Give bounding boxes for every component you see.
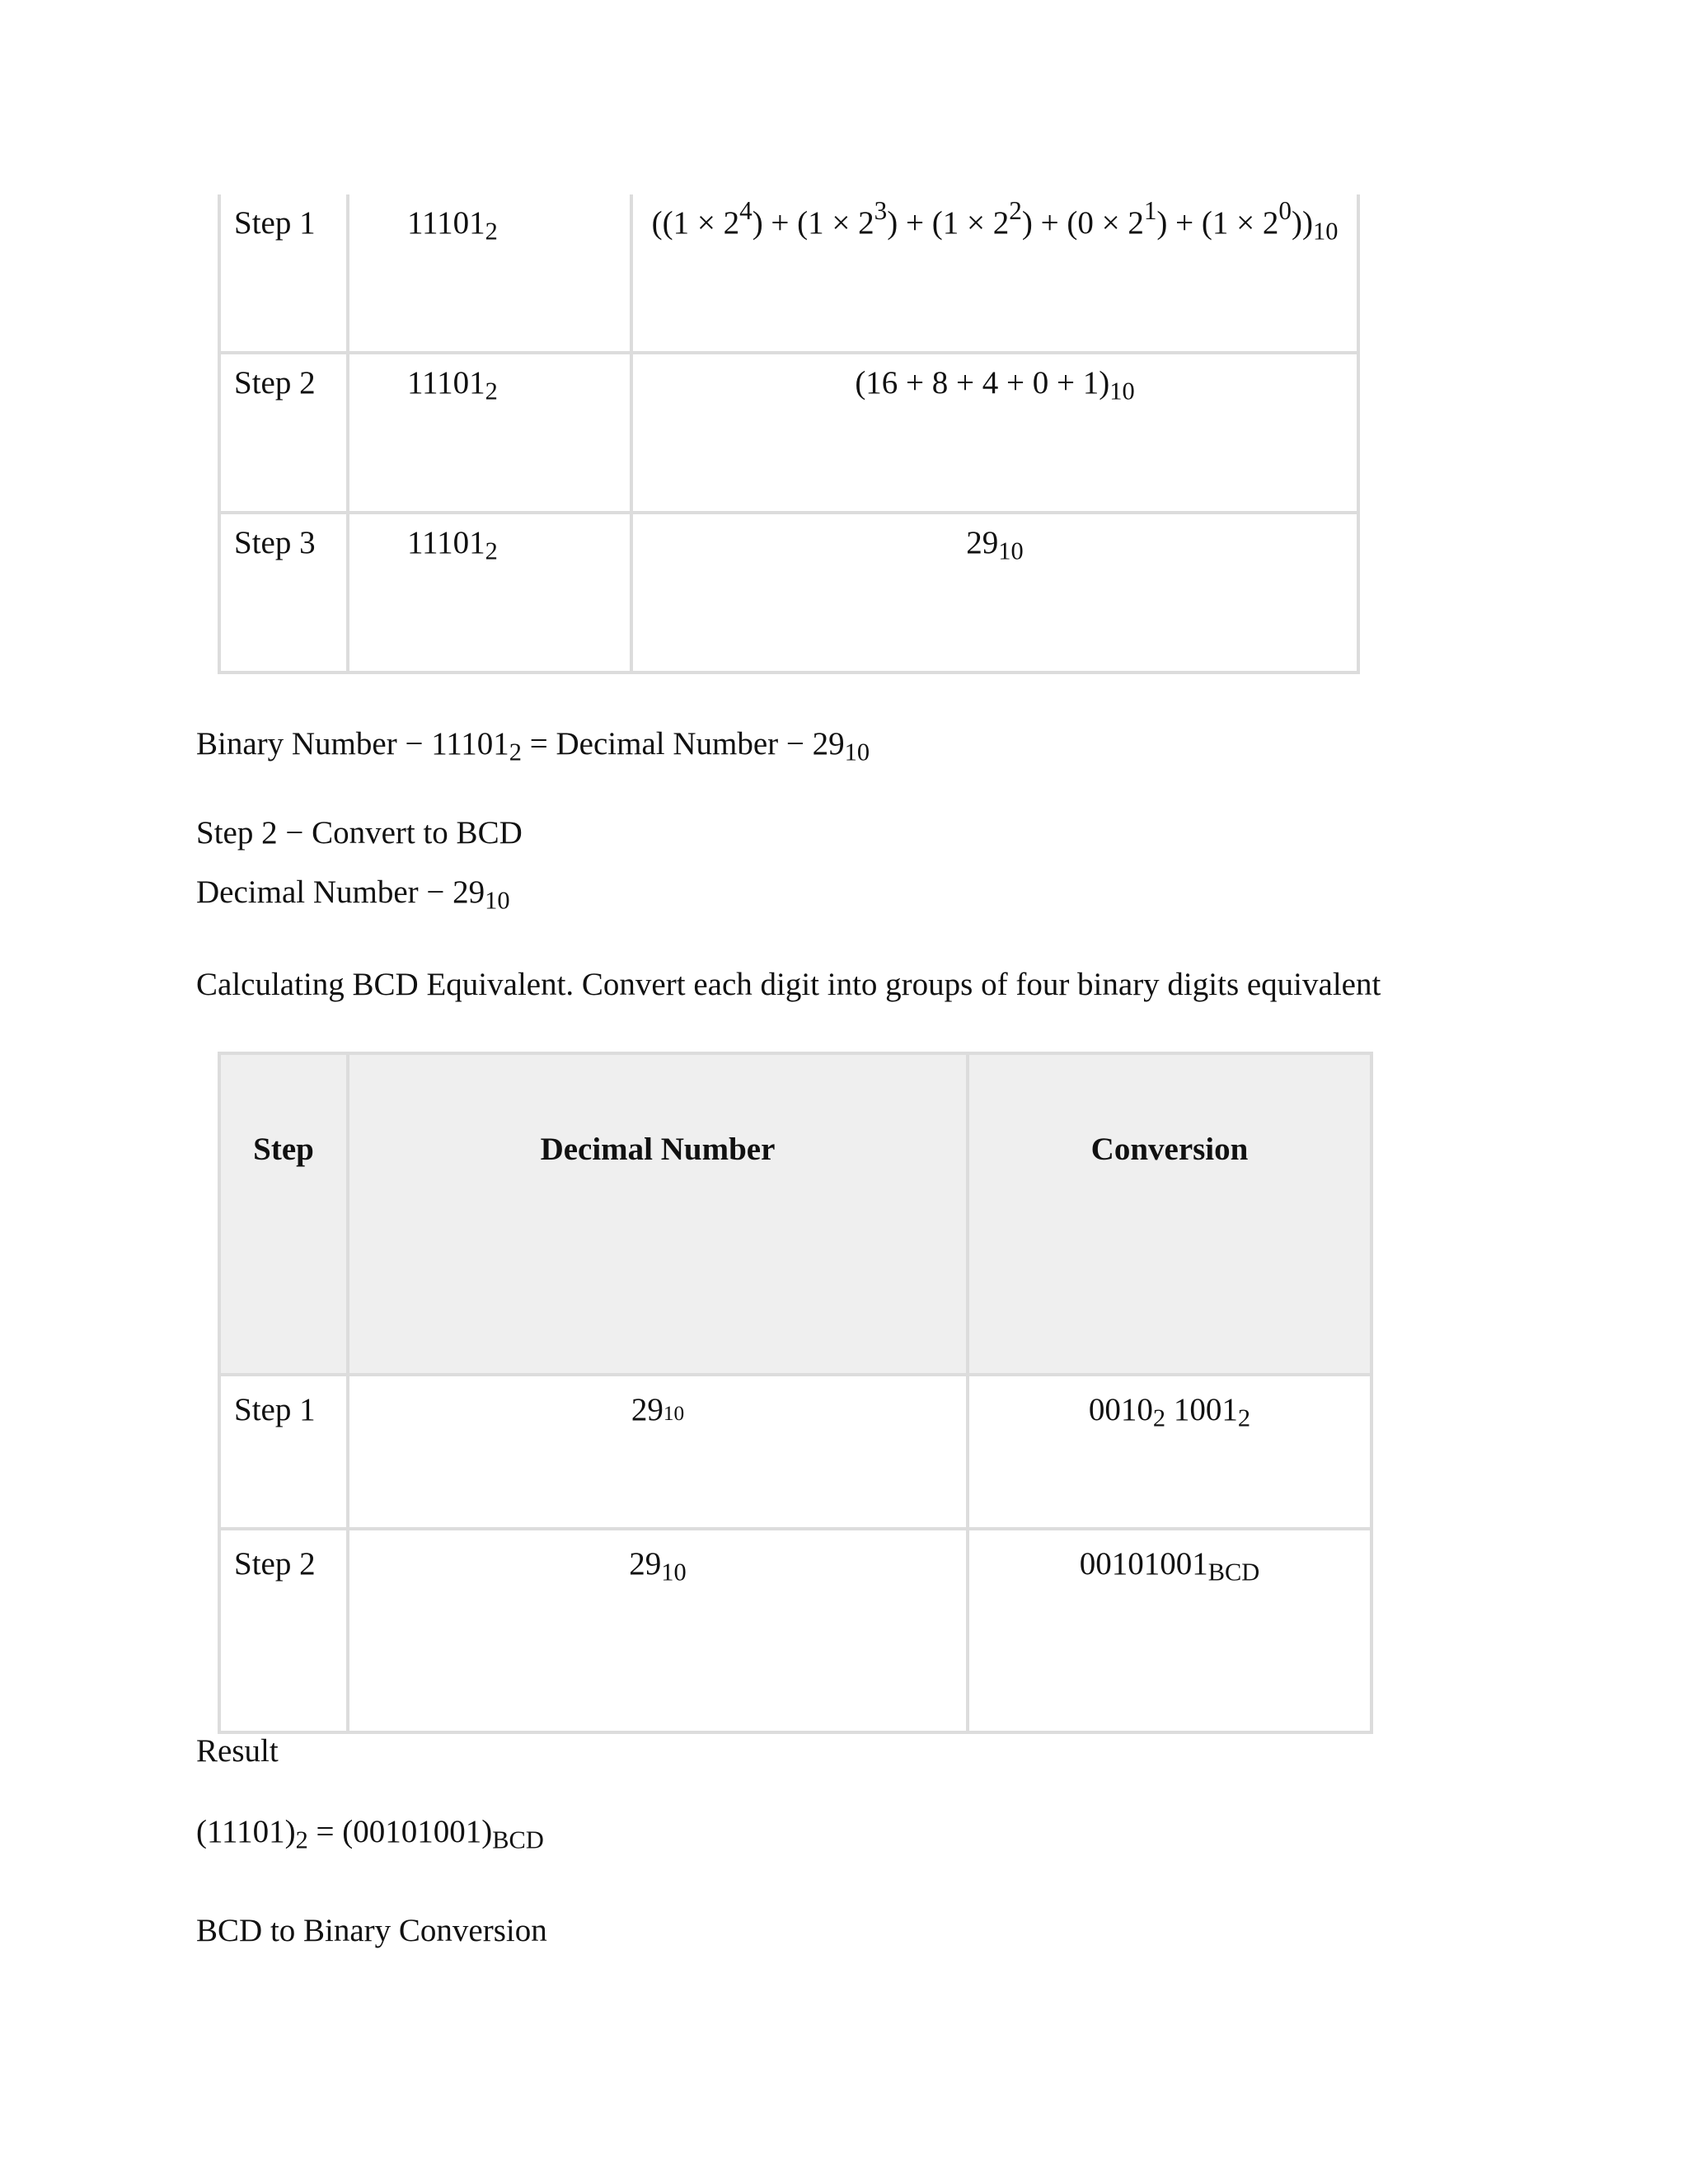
step-label: Step 1 [234,1392,316,1427]
step-cell [219,1375,348,1529]
base-subscript: 10 [844,738,870,766]
base-subscript: 2 [295,1825,308,1854]
coef: 0 [1077,205,1094,241]
step-label: Step 2 [234,1546,316,1582]
coef: 1 [673,205,690,241]
base-subscript: BCD [492,1825,544,1854]
exponent: 0 [1278,195,1292,225]
label: Decimal Number − [196,874,453,910]
table-row [219,513,1358,673]
table-row [219,353,1358,513]
exponent: 4 [739,195,753,225]
base-subscript: 2 [1152,1404,1166,1432]
decimal-cell [348,1375,968,1529]
result-equation [196,1813,544,1854]
exponent: 2 [1009,195,1022,225]
conversion-cell [968,1529,1372,1732]
decimal-number-line [196,874,510,915]
expansion-cell [631,513,1358,673]
binary-to-decimal-table [218,194,1360,674]
coef: 1 [1212,205,1229,241]
binary-group: 0010 [1088,1392,1153,1427]
base-subscript: 2 [485,377,498,405]
equals-sign: = [307,1814,343,1849]
binary-cell [348,194,631,353]
label: Binary Number − [196,726,432,762]
binary-value: (11101) [196,1814,296,1849]
exponent: 1 [1143,195,1157,225]
base-subscript: BCD [1207,1558,1260,1586]
base-subscript: 2 [485,217,498,246]
sum-expression: (16 + 8 + 4 + 0 + 1) [855,365,1110,401]
expansion-cell [631,353,1358,513]
decimal-value: 29 [452,874,485,910]
step-label: Step 1 [234,205,316,241]
decimal-result: 29 [966,525,999,560]
base-subscript: 10 [663,1402,685,1425]
conversion-cell [968,1375,1372,1529]
decimal-value: 29 [629,1546,662,1582]
coef: 1 [808,205,824,241]
binary-cell [348,513,631,673]
step2-heading: Step 2 − Convert to BCD [196,815,523,851]
binary-value: 11101 [407,205,485,241]
bcd-conversion-table [218,1052,1373,1734]
base-subscript: 10 [1312,217,1339,246]
table-row [219,194,1358,353]
header-step: Step [219,1053,348,1375]
bcd-value: (00101001) [342,1814,493,1849]
exponent: 3 [874,195,888,225]
header-conversion: Conversion [968,1053,1372,1375]
step-cell [219,353,348,513]
decimal-cell [348,1529,968,1732]
base-subscript: 10 [661,1558,687,1586]
base-subscript: 2 [485,537,498,565]
result-heading: Result [196,1733,279,1769]
step-label: Step 2 [234,365,316,401]
label: = Decimal Number − [522,726,813,762]
decimal-value: 29 [631,1392,663,1427]
base-subscript: 10 [998,537,1024,565]
coef: 1 [942,205,959,241]
step-cell [219,1529,348,1732]
table-row [219,1529,1372,1732]
base-subscript: 10 [1109,377,1135,405]
step-label: Step 3 [234,525,316,560]
table-row [219,1375,1372,1529]
decimal-value: 29 [812,726,845,762]
expansion-cell: $((1 \times 2^4) + (1 \times 2^3) + (1 \times 2^2) + (0 \times 2^1) + (1 \times 2^0))_{10}$ [631,194,1358,353]
base-subscript: 2 [509,738,522,766]
binary-decimal-equation [196,725,870,766]
base-subscript: 10 [485,886,510,915]
binary-value: 11101 [431,726,509,762]
table-header-row [219,1053,1372,1375]
binary-value: 11101 [407,525,485,560]
base-subscript: 2 [1237,1404,1251,1432]
header-decimal-number: Decimal Number [348,1053,968,1375]
step-cell [219,513,348,673]
bcd-to-binary-heading: BCD to Binary Conversion [196,1913,547,1948]
binary-cell [348,353,631,513]
step-cell [219,194,348,353]
calculation-description: Calculating BCD Equivalent. Convert each digit into groups of four binary digits equivalent [196,967,1381,1002]
bcd-value: 00101001 [1079,1546,1208,1582]
binary-group: 1001 [1173,1392,1238,1427]
binary-value: 11101 [407,365,485,401]
